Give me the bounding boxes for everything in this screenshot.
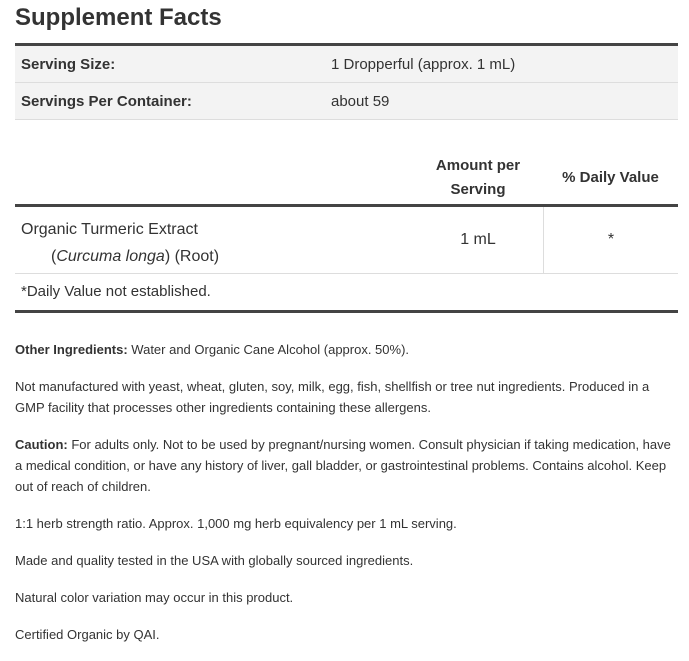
strength-note: 1:1 herb strength ratio. Approx. 1,000 mg herb equivalency per 1 mL serving.	[15, 516, 457, 531]
amount-per-serving-header: Amount per Serving	[435, 157, 521, 198]
serving-size-row	[15, 46, 678, 83]
servings-per-container-row	[15, 83, 678, 120]
latin-name: Curcuma longa	[56, 248, 165, 265]
supplement-facts-panel	[15, 0, 678, 661]
product-notes	[15, 339, 678, 645]
daily-value-footnote: *Daily Value not established.	[21, 283, 211, 300]
origin-note: Made and quality tested in the USA with globally sourced ingredients.	[15, 553, 414, 568]
ingredient-source: (Curcuma longa) (Root)	[51, 248, 220, 265]
table-row	[15, 207, 678, 274]
ingredient-name: Organic Turmeric Extract (Curcuma longa) (Root)	[15, 207, 413, 273]
serving-size-value: 1 Dropperful (approx. 1 mL)	[331, 55, 516, 73]
caution-note: Caution: For adults only. Not to be used by pregnant/nursing women. Consult physician if taking medication, have a medical condition, or have any history of liver, gall bladder, or gastrointestinal problems. Contains alcohol. Keep out of reach of children.	[15, 437, 671, 494]
ingredient-daily-value: *	[607, 231, 615, 248]
servings-per-container-label: Servings Per Container:	[21, 92, 192, 110]
allergen-note: Not manufactured with yeast, wheat, gluten, soy, milk, egg, fish, shellfish or tree nut ingredients. Produced in a GMP facility that processes other ingredients containing these allergens.	[15, 379, 650, 415]
bottom-divider	[15, 310, 678, 313]
other-ingredients: Other Ingredients: Water and Organic Cane Alcohol (approx. 50%).	[15, 342, 410, 357]
ingredient-amount: 1 mL	[413, 207, 544, 273]
certification-note: Certified Organic by QAI.	[15, 627, 160, 642]
servings-per-container-value: about 59	[331, 92, 390, 110]
table-header	[15, 152, 678, 204]
daily-value-header: % Daily Value	[562, 169, 659, 186]
color-note: Natural color variation may occur in this product.	[15, 590, 294, 605]
serving-size-label: Serving Size:	[21, 55, 116, 73]
page-title: Supplement Facts	[15, 4, 222, 31]
